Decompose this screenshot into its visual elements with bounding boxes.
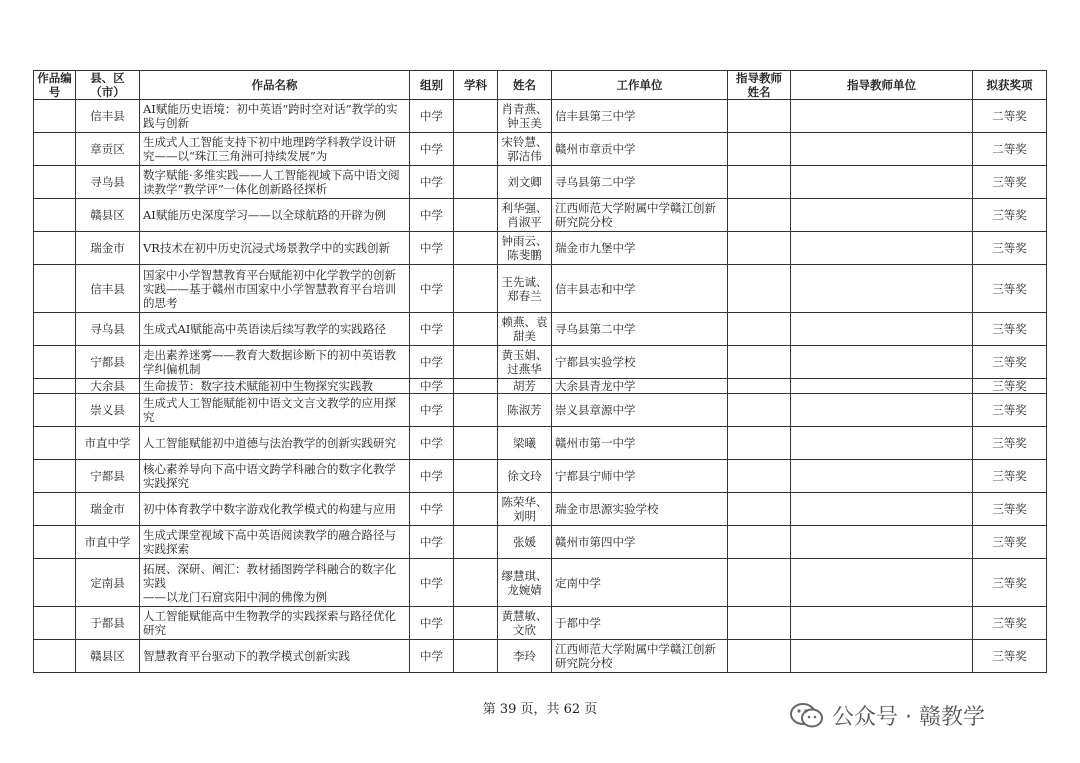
table-row: [34, 265, 1047, 313]
row-name: 梁曦: [498, 427, 552, 460]
row-subject: [454, 493, 498, 526]
row-award: 三等奖: [973, 199, 1047, 232]
row-no: [34, 313, 76, 346]
row-tutor: [728, 526, 791, 559]
watermark: [790, 700, 985, 731]
row-name: 宋铃慧、郭洁伟: [498, 133, 552, 166]
row-unit: 寻乌县第二中学: [552, 166, 728, 199]
row-title: 人工智能赋能高中生物教学的实践探索与路径优化研究: [140, 607, 410, 640]
row-subject: [454, 460, 498, 493]
row-tutor: [728, 232, 791, 265]
row-title: 生成式人工智能支持下初中地理跨学科教学设计研究——以“珠江三角洲可持续发展”为: [140, 133, 410, 166]
row-subject: [454, 199, 498, 232]
row-subject: [454, 100, 498, 133]
table-row: [34, 199, 1047, 232]
row-county: 大余县: [76, 379, 140, 394]
row-group: 中学: [410, 559, 454, 607]
row-name: 肖青燕、钟玉美: [498, 100, 552, 133]
row-title: 初中体育教学中数字游戏化教学模式的构建与应用: [140, 493, 410, 526]
row-tutor: [728, 265, 791, 313]
row-unit: 赣州市第一中学: [552, 427, 728, 460]
row-tutor-unit: [791, 199, 973, 232]
row-group: 中学: [410, 265, 454, 313]
header-no: 作品编号: [34, 71, 76, 100]
row-unit: 寻乌县第二中学: [552, 313, 728, 346]
row-county: 宁都县: [76, 460, 140, 493]
table-row: [34, 166, 1047, 199]
row-name: 钟雨云、陈斐鹏: [498, 232, 552, 265]
row-tutor: [728, 559, 791, 607]
row-name: 刘文卿: [498, 166, 552, 199]
row-no: [34, 232, 76, 265]
row-award: 三等奖: [973, 493, 1047, 526]
row-award: 三等奖: [973, 313, 1047, 346]
row-subject: [454, 232, 498, 265]
row-county: 赣县区: [76, 640, 140, 673]
row-award: 三等奖: [973, 346, 1047, 379]
row-no: [34, 526, 76, 559]
row-tutor: [728, 379, 791, 394]
row-tutor: [728, 100, 791, 133]
header-county: 县、区（市）: [76, 71, 140, 100]
row-group: 中学: [410, 346, 454, 379]
row-tutor: [728, 166, 791, 199]
row-county: 宁都县: [76, 346, 140, 379]
table-row: [34, 379, 1047, 394]
row-no: [34, 394, 76, 427]
row-no: [34, 199, 76, 232]
row-subject: [454, 607, 498, 640]
row-group: 中学: [410, 199, 454, 232]
row-group: 中学: [410, 427, 454, 460]
row-county: 崇义县: [76, 394, 140, 427]
row-unit: 大余县青龙中学: [552, 379, 728, 394]
row-subject: [454, 559, 498, 607]
row-unit: 宁都县宁师中学: [552, 460, 728, 493]
header-unit: 工作单位: [552, 71, 728, 100]
watermark-text: 公众号 · 赣教学: [832, 705, 985, 730]
row-award: 三等奖: [973, 460, 1047, 493]
row-county: 市直中学: [76, 526, 140, 559]
row-name: 黄慧敏、文欣: [498, 607, 552, 640]
row-title: 智慧教育平台驱动下的教学模式创新实践: [140, 640, 410, 673]
row-tutor-unit: [791, 559, 973, 607]
row-group: 中学: [410, 460, 454, 493]
row-award: 三等奖: [973, 427, 1047, 460]
table-row: [34, 394, 1047, 427]
row-award: 二等奖: [973, 100, 1047, 133]
wechat-icon: [790, 703, 824, 729]
row-tutor-unit: [791, 640, 973, 673]
row-title: 走出素养迷雾——教育大数据诊断下的初中英语教学纠偏机制: [140, 346, 410, 379]
row-title: 拓展、深研、阐汇：教材插图跨学科融合的数字化实践 ——以龙门石窟宾阳中洞的佛像为例: [140, 559, 410, 607]
row-award: 三等奖: [973, 526, 1047, 559]
row-award: 三等奖: [973, 394, 1047, 427]
row-unit: 江西师范大学附属中学赣江创新研究院分校: [552, 640, 728, 673]
row-subject: [454, 166, 498, 199]
table-row: [34, 607, 1047, 640]
row-tutor-unit: [791, 427, 973, 460]
row-title: 数字赋能·多维实践——人工智能视域下高中语文阅读教学“教学评”一体化创新路径探析: [140, 166, 410, 199]
row-unit: 宁都县实验学校: [552, 346, 728, 379]
row-no: [34, 379, 76, 394]
row-award: 三等奖: [973, 232, 1047, 265]
row-tutor-unit: [791, 394, 973, 427]
table-row: [34, 133, 1047, 166]
row-name: 陈淑芳: [498, 394, 552, 427]
row-name: 黄玉娟、过燕华: [498, 346, 552, 379]
header-group: 组别: [410, 71, 454, 100]
row-title: 生成式AI赋能高中英语读后续写教学的实践路径: [140, 313, 410, 346]
row-award: 二等奖: [973, 133, 1047, 166]
header-name: 姓名: [498, 71, 552, 100]
row-unit: 信丰县第三中学: [552, 100, 728, 133]
row-tutor: [728, 640, 791, 673]
header-tutor-unit: 指导教师单位: [791, 71, 973, 100]
row-tutor-unit: [791, 526, 973, 559]
row-tutor-unit: [791, 379, 973, 394]
row-tutor: [728, 460, 791, 493]
row-unit: 赣州市章贡中学: [552, 133, 728, 166]
row-tutor-unit: [791, 265, 973, 313]
table-row: [34, 232, 1047, 265]
row-group: 中学: [410, 607, 454, 640]
row-award: 三等奖: [973, 640, 1047, 673]
row-name: 张媛: [498, 526, 552, 559]
row-tutor: [728, 394, 791, 427]
row-title: 人工智能赋能初中道德与法治教学的创新实践研究: [140, 427, 410, 460]
row-unit: 赣州市第四中学: [552, 526, 728, 559]
row-no: [34, 640, 76, 673]
row-no: [34, 100, 76, 133]
row-no: [34, 346, 76, 379]
row-group: 中学: [410, 394, 454, 427]
row-group: 中学: [410, 133, 454, 166]
row-unit: 江西师范大学附属中学赣江创新研究院分校: [552, 199, 728, 232]
row-title: 生成式课堂视域下高中英语阅读教学的融合路径与实践探索: [140, 526, 410, 559]
row-county: 信丰县: [76, 265, 140, 313]
row-name: 李玲: [498, 640, 552, 673]
row-unit: 瑞金市思源实验学校: [552, 493, 728, 526]
row-award: 三等奖: [973, 166, 1047, 199]
header-award: 拟获奖项: [973, 71, 1047, 100]
row-name: 利华强、肖淑平: [498, 199, 552, 232]
row-name: 徐文玲: [498, 460, 552, 493]
row-name: 王先诚、郑春兰: [498, 265, 552, 313]
row-unit: 崇义县章源中学: [552, 394, 728, 427]
row-unit: 于都中学: [552, 607, 728, 640]
row-county: 信丰县: [76, 100, 140, 133]
row-tutor: [728, 133, 791, 166]
row-subject: [454, 427, 498, 460]
row-award: 三等奖: [973, 379, 1047, 394]
table-row: [34, 100, 1047, 133]
row-tutor-unit: [791, 346, 973, 379]
row-county: 瑞金市: [76, 232, 140, 265]
page-footer: 第 39 页，共 62 页: [482, 702, 598, 717]
row-county: 定南县: [76, 559, 140, 607]
row-subject: [454, 265, 498, 313]
awards-table: [33, 70, 1047, 673]
row-county: 寻乌县: [76, 166, 140, 199]
row-tutor-unit: [791, 166, 973, 199]
row-tutor: [728, 313, 791, 346]
row-no: [34, 133, 76, 166]
row-award: 三等奖: [973, 559, 1047, 607]
row-subject: [454, 133, 498, 166]
row-group: 中学: [410, 232, 454, 265]
table-row: [34, 427, 1047, 460]
row-no: [34, 607, 76, 640]
row-title: 国家中小学智慧教育平台赋能初中化学教学的创新实践——基于赣州市国家中小学智慧教育平台培训的思考: [140, 265, 410, 313]
header-subject: 学科: [454, 71, 498, 100]
row-tutor: [728, 607, 791, 640]
row-title: VR技术在初中历史沉浸式场景教学中的实践创新: [140, 232, 410, 265]
table-row: [34, 460, 1047, 493]
table-row: [34, 640, 1047, 673]
row-title: 核心素养导向下高中语文跨学科融合的数字化教学实践探究: [140, 460, 410, 493]
row-tutor: [728, 346, 791, 379]
row-county: 瑞金市: [76, 493, 140, 526]
row-group: 中学: [410, 313, 454, 346]
row-county: 寻乌县: [76, 313, 140, 346]
row-no: [34, 460, 76, 493]
row-group: 中学: [410, 526, 454, 559]
row-unit: 瑞金市九堡中学: [552, 232, 728, 265]
row-tutor-unit: [791, 100, 973, 133]
table-row: [34, 559, 1047, 607]
table-header-row: [34, 71, 1047, 100]
row-award: 三等奖: [973, 265, 1047, 313]
row-title: 生成式人工智能赋能初中语文文言文教学的应用探究: [140, 394, 410, 427]
row-no: [34, 166, 76, 199]
row-title: 生命拔节：数字技术赋能初中生物探究实践教: [140, 379, 410, 394]
row-subject: [454, 394, 498, 427]
row-group: 中学: [410, 640, 454, 673]
row-tutor-unit: [791, 493, 973, 526]
row-name: 缪慧琪、龙婉婧: [498, 559, 552, 607]
row-subject: [454, 379, 498, 394]
row-no: [34, 559, 76, 607]
row-tutor-unit: [791, 607, 973, 640]
row-county: 章贡区: [76, 133, 140, 166]
header-title: 作品名称: [140, 71, 410, 100]
row-no: [34, 493, 76, 526]
row-unit: 定南中学: [552, 559, 728, 607]
row-subject: [454, 313, 498, 346]
row-group: 中学: [410, 166, 454, 199]
table-row: [34, 526, 1047, 559]
row-unit: 信丰县志和中学: [552, 265, 728, 313]
row-subject: [454, 526, 498, 559]
row-no: [34, 265, 76, 313]
row-title: AI赋能历史深度学习——以全球航路的开辟为例: [140, 199, 410, 232]
table-row: [34, 313, 1047, 346]
row-county: 市直中学: [76, 427, 140, 460]
row-name: 赖燕、袁甜美: [498, 313, 552, 346]
row-no: [34, 427, 76, 460]
row-tutor-unit: [791, 313, 973, 346]
row-name: 胡芳: [498, 379, 552, 394]
row-county: 于都县: [76, 607, 140, 640]
table-row: [34, 346, 1047, 379]
row-title: AI赋能历史语境：初中英语“跨时空对话”教学的实践与创新: [140, 100, 410, 133]
row-tutor-unit: [791, 133, 973, 166]
row-tutor-unit: [791, 460, 973, 493]
row-group: 中学: [410, 100, 454, 133]
row-subject: [454, 640, 498, 673]
row-tutor: [728, 493, 791, 526]
row-tutor: [728, 427, 791, 460]
row-award: 三等奖: [973, 607, 1047, 640]
row-tutor: [728, 199, 791, 232]
row-county: 赣县区: [76, 199, 140, 232]
row-group: 中学: [410, 379, 454, 394]
table-row: [34, 493, 1047, 526]
header-tutor: 指导教师姓名: [728, 71, 791, 100]
row-name: 陈荣华、刘明: [498, 493, 552, 526]
row-group: 中学: [410, 493, 454, 526]
row-tutor-unit: [791, 232, 973, 265]
row-subject: [454, 346, 498, 379]
